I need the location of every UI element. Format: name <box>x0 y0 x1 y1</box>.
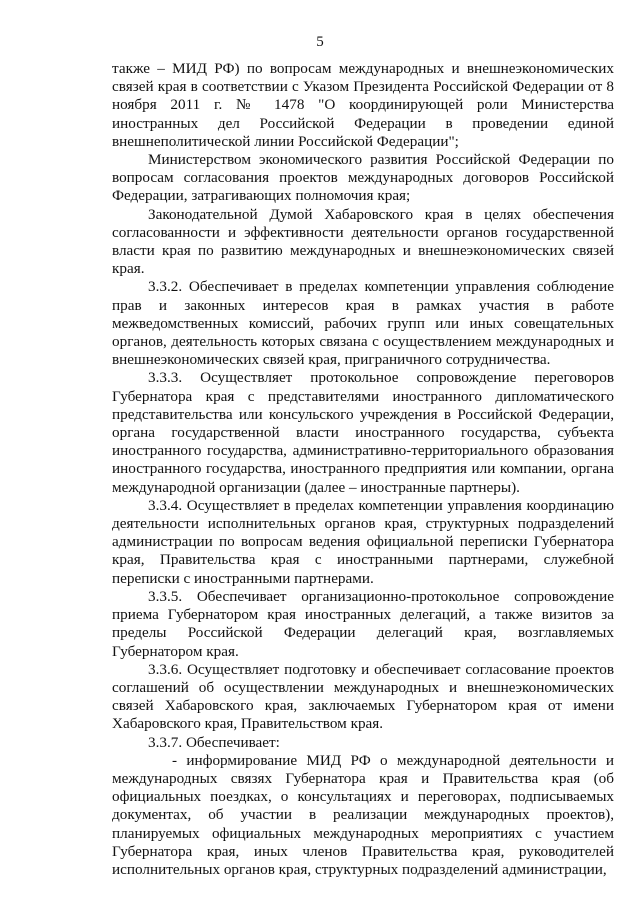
paragraph-3-3-7: 3.3.7. Обеспечивает: <box>148 733 280 751</box>
paragraph-ministry-economic-development: Министерством экономического развития Российской Федерации по вопросам согласования проектов международных договоров Российской Федерации, затрагивающих полномочия края; <box>112 151 614 205</box>
paragraph-3-3-2: 3.3.2. Обеспечивает в пределах компетенции управления соблюдение прав и законных интересов края в рамках участия в работе межведомственных комиссий, рабочих групп или иных совещательных органов, деятельность которых связана с осуществлением международных и внешнеэкономических связей края, приграничного сотрудничества. <box>112 278 614 369</box>
paragraph-legislative-duma: Законодательной Думой Хабаровского края в целях обеспечения согласованности и эффективности деятельности органов государственной власти края по развитию международных и внешнеэкономических связей края. <box>112 205 614 278</box>
document-body <box>112 60 614 879</box>
paragraph-3-3-3: 3.3.3. Осуществляет протокольное сопровождение переговоров Губернатора края с представителями иностранного дипломатического представительства или консульского учреждения в Российской Федерации, органа государственной власти иностранного государства, субъекта иностранного государства, административно-территориального образования иностранного государства, иностранного предприятия или компании, органа международной организации (далее – иностранные партнеры). <box>112 369 614 496</box>
paragraph-mfa-continuation: также – МИД РФ) по вопросам международных и внешнеэкономических связей края в соответствии с Указом Президента Российской Федерации от 8 ноября 2011 г. № 1478 "О координирующей роли Министерства иностранных дел Российской Федерации в проведении единой внешнеполитической линии Российской Федерации"; <box>112 60 614 150</box>
paragraph-3-3-5: 3.3.5. Обеспечивает организационно-протокольное сопровождение приема Губернатором края иностранных делегаций, а также визитов за пределы Российской Федерации делегаций края, возглавляемых Губернатором края. <box>112 587 614 660</box>
paragraph-3-3-4: 3.3.4. Осуществляет в пределах компетенции управления координацию деятельности исполнительных органов края, структурных подразделений администрации по вопросам ведения официальной переписки Губернатора края, Правительства края с иностранными партнерами, служебной переписки с иностранными партнерами. <box>112 496 614 587</box>
list-item-informing-mfa: - информирование МИД РФ о международной деятельности и международных связях Губернатора края и Правительства края (об официальных поездках, о консультациях и переговорах, подписываемых документах, об участии в реализации международных проектов), планируемых официальных международных мероприятиях с участием Губернатора края, иных членов Правительства края, руководителей исполнительных органов края, структурных подразделений администрации, <box>112 751 614 878</box>
paragraph-3-3-6: 3.3.6. Осуществляет подготовку и обеспечивает согласование проектов соглашений об осуществлении международных и внешнеэкономических связей Хабаровского края, заключаемых Губернатором края от имени Хабаровского края, Правительством края. <box>112 660 614 733</box>
page-number: 5 <box>316 34 324 50</box>
